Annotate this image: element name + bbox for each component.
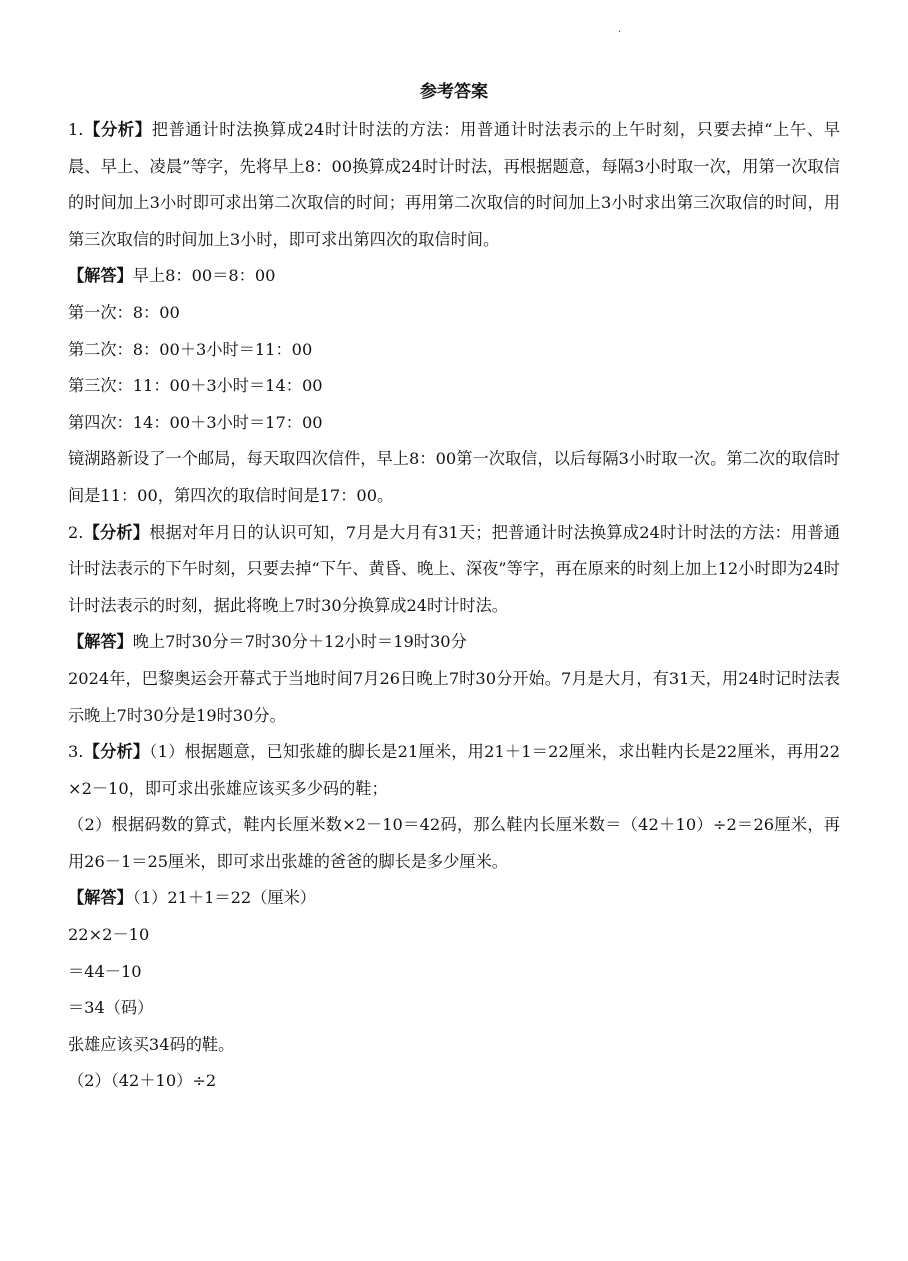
q1-step-4: 第四次：14：00＋3小时＝17：00	[68, 412, 323, 432]
q1-step-2: 第二次：8：00＋3小时＝11：00	[68, 339, 313, 359]
answer-content	[68, 112, 840, 1100]
q3-answer-tag: 【解答】	[68, 888, 133, 908]
q3-analysis-part2: （2）根据码数的算式，鞋内长厘米数×2－10＝42码，那么鞋内长厘米数＝（42＋10）÷2＝26厘米，再用26－1＝25厘米，即可求出张雄的爸爸的脚长是多少厘米。	[68, 815, 840, 871]
q3-answer-text: （1）21＋1＝22（厘米）	[132, 888, 316, 908]
q1-answer	[68, 258, 840, 295]
q2-conclusion: 2024年，巴黎奥运会开幕式于当地时间7月26日晚上7时30分开始。7月是大月，有31天，用24时记时法表示晚上7时30分是19时30分。	[68, 668, 840, 725]
page-mark: ·	[618, 27, 622, 38]
q2-analysis	[68, 515, 840, 625]
q2-answer	[68, 624, 840, 661]
q1-conclusion: 镜湖路新设了一个邮局，每天取四次信件，早上8：00第一次取信，以后每隔3小时取一次。第二次的取信时间是11：00，第四次的取信时间是17：00。	[68, 449, 840, 505]
q1-analysis	[68, 112, 840, 258]
q2-analysis-tag: 【分析】	[83, 522, 150, 542]
q3-answer	[68, 880, 840, 917]
q1-number: 1.	[68, 120, 84, 139]
q1-analysis-text: 把普通计时法换算成24时计时法的方法：用普通计时法表示的上午时刻，只要去掉“上午、早晨、早上、凌晨”等字，先将早上8：00换算成24时计时法，再根据题意，每隔3小时取一次，用第一次取信的时间加上3小时即可求出第二次取信的时间；再用第二次取信的时间加上3小时求出第三次取信的时间，用第三次取信的时间加上3小时，即可求出第四次的取信时间。	[68, 120, 840, 249]
q3-analysis-tag: 【分析】	[83, 742, 150, 762]
q2-answer-text: 晚上7时30分＝7时30分＋12小时＝19时30分	[132, 632, 467, 652]
q3-step-2: ＝44－10	[68, 961, 142, 981]
q1-step-3: 第三次：11：00＋3小时＝14：00	[68, 376, 323, 396]
q3-step-3: ＝34（码）	[68, 998, 154, 1018]
q1-analysis-tag: 【分析】	[83, 120, 152, 139]
q3-step-1: 22×2－10	[68, 925, 150, 945]
q3-step-5: （2）（42＋10）÷2	[68, 1071, 217, 1091]
q1-answer-tag: 【解答】	[68, 266, 133, 286]
q3-analysis-text-1: （1）根据题意，已知张雄的脚长是21厘米，用21＋1＝22厘米，求出鞋内长是22厘米，再用22×2－10，即可求出张雄应该买多少码的鞋；	[68, 742, 840, 798]
q1-step-1: 第一次：8：00	[68, 302, 180, 322]
q2-analysis-text: 根据对年月日的认识可知，7月是大月有31天；把普通计时法换算成24时计时法的方法：用普通计时法表示的下午时刻，只要去掉“下午、黄昏、晚上、深夜”等字，再在原来的时刻上加上12小时即为24时计时法表示的时刻，据此将晚上7时30分换算成24时计时法。	[68, 522, 840, 615]
q3-number: 3.	[68, 742, 84, 762]
q3-step-4: 张雄应该买34码的鞋。	[68, 1034, 235, 1054]
page-title: 参考答案	[420, 82, 488, 102]
q2-number: 2.	[68, 522, 84, 542]
q3-analysis-part1	[68, 734, 840, 807]
q1-answer-text: 早上8：00＝8：00	[132, 266, 276, 286]
q2-answer-tag: 【解答】	[68, 632, 133, 652]
